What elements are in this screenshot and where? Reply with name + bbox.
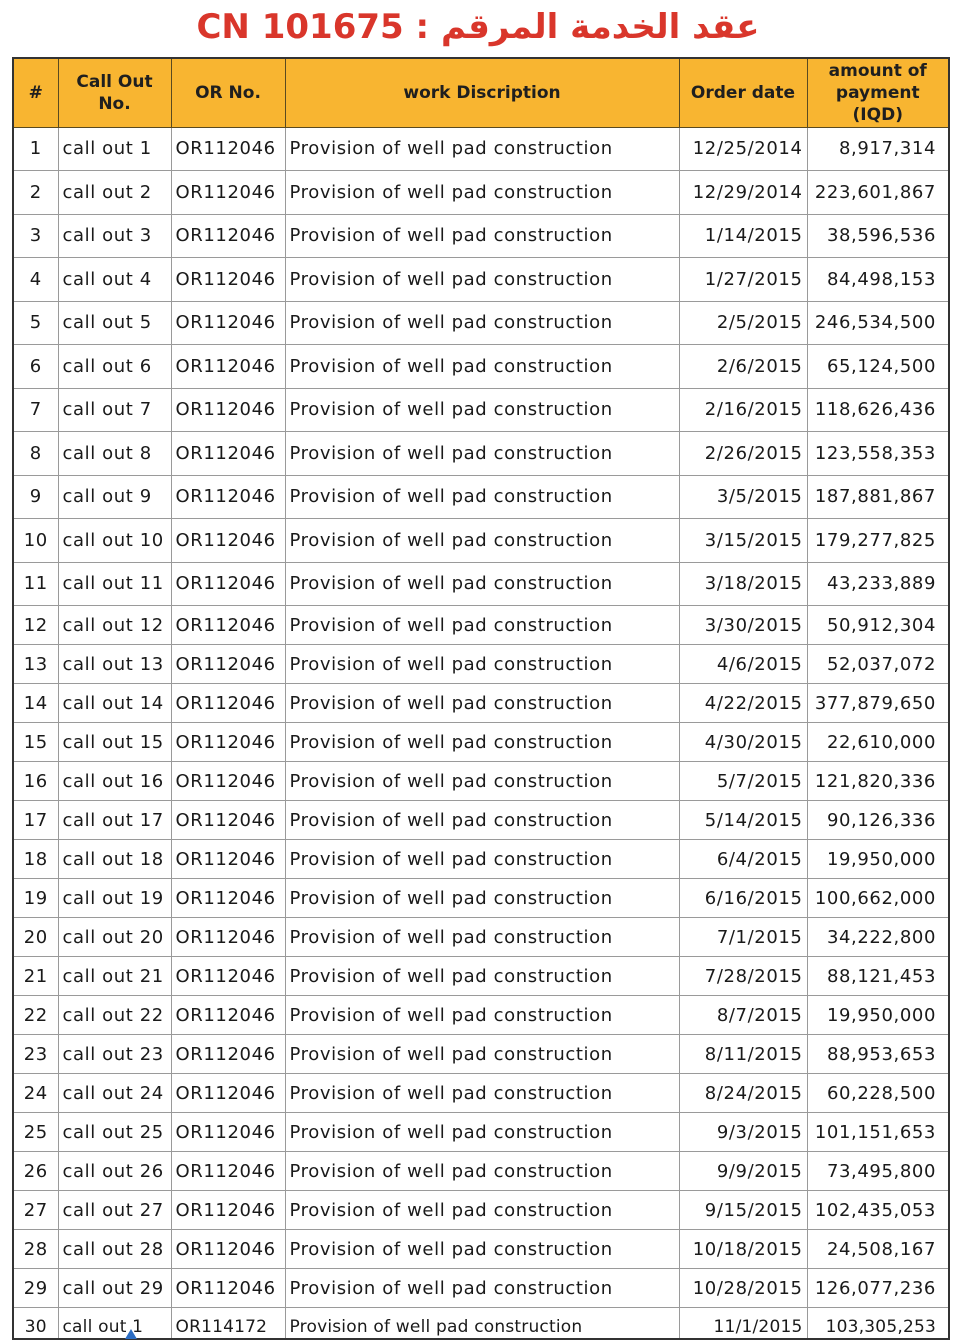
- order-date-cell: 2/6/2015: [679, 345, 807, 389]
- call-out-no-cell: call out 6: [58, 345, 171, 389]
- or-no-cell: OR112046: [171, 1113, 285, 1152]
- amount-of-payment-cell: 88,953,653: [807, 1035, 948, 1074]
- or-no-cell: OR112046: [171, 645, 285, 684]
- amount-of-payment-cell: 43,233,889: [807, 562, 948, 606]
- work-description-cell: Provision of well pad construction: [285, 1230, 679, 1269]
- or-no-cell: OR112046: [171, 1152, 285, 1191]
- call-out-no-cell: call out 1: [58, 1308, 171, 1341]
- table-row: [14, 432, 948, 476]
- or-no-cell: OR112046: [171, 258, 285, 302]
- order-date-cell: 2/5/2015: [679, 301, 807, 345]
- or-no-cell: OR112046: [171, 840, 285, 879]
- table-row: [14, 801, 948, 840]
- order-date-cell: 4/30/2015: [679, 723, 807, 762]
- order-date-cell: 4/22/2015: [679, 684, 807, 723]
- row-number-cell: 10: [14, 519, 58, 563]
- table-row: [14, 1152, 948, 1191]
- amount-of-payment-cell: 38,596,536: [807, 214, 948, 258]
- work-description-cell: Provision of well pad construction: [285, 127, 679, 171]
- order-date-cell: 1/14/2015: [679, 214, 807, 258]
- amount-of-payment-cell: 101,151,653: [807, 1113, 948, 1152]
- call-out-no-cell: call out 17: [58, 801, 171, 840]
- call-out-no-cell: call out 13: [58, 645, 171, 684]
- table-row: [14, 1230, 948, 1269]
- amount-of-payment-cell: 65,124,500: [807, 345, 948, 389]
- table-row: [14, 879, 948, 918]
- order-date-cell: 3/30/2015: [679, 606, 807, 645]
- or-no-cell: OR112046: [171, 879, 285, 918]
- row-number-cell: 23: [14, 1035, 58, 1074]
- work-description-cell: Provision of well pad construction: [285, 1074, 679, 1113]
- or-no-cell: OR112046: [171, 214, 285, 258]
- order-date-cell: 1/27/2015: [679, 258, 807, 302]
- call-out-table-container: [12, 57, 950, 1340]
- table-row: [14, 1269, 948, 1308]
- work-description-cell: Provision of well pad construction: [285, 1113, 679, 1152]
- row-number-cell: 28: [14, 1230, 58, 1269]
- table-row: [14, 1191, 948, 1230]
- page-title: CN 101675 : عقد الخدمة المرقم: [196, 7, 760, 47]
- row-number-cell: 18: [14, 840, 58, 879]
- order-date-cell: 3/15/2015: [679, 519, 807, 563]
- work-description-cell: Provision of well pad construction: [285, 1191, 679, 1230]
- order-date-cell: 10/18/2015: [679, 1230, 807, 1269]
- call-out-no-cell: call out 18: [58, 840, 171, 879]
- call-out-no-cell: call out 28: [58, 1230, 171, 1269]
- table-row: [14, 957, 948, 996]
- or-no-cell: OR112046: [171, 171, 285, 215]
- order-date-cell: 10/28/2015: [679, 1269, 807, 1308]
- row-number-cell: 26: [14, 1152, 58, 1191]
- work-description-cell: Provision of well pad construction: [285, 840, 679, 879]
- row-number-cell: 17: [14, 801, 58, 840]
- or-no-cell: OR112046: [171, 762, 285, 801]
- order-date-cell: 2/26/2015: [679, 432, 807, 476]
- amount-of-payment-cell: 22,610,000: [807, 723, 948, 762]
- table-row: [14, 645, 948, 684]
- amount-of-payment-cell: 103,305,253: [807, 1308, 948, 1341]
- work-description-cell: Provision of well pad construction: [285, 684, 679, 723]
- amount-of-payment-cell: 179,277,825: [807, 519, 948, 563]
- row-number-cell: 2: [14, 171, 58, 215]
- amount-of-payment-cell: 52,037,072: [807, 645, 948, 684]
- table-row: [14, 562, 948, 606]
- amount-of-payment-cell: 84,498,153: [807, 258, 948, 302]
- or-no-cell: OR112046: [171, 127, 285, 171]
- call-out-no-cell: call out 7: [58, 388, 171, 432]
- work-description-cell: Provision of well pad construction: [285, 1308, 679, 1341]
- row-number-cell: 29: [14, 1269, 58, 1308]
- row-number-cell: 8: [14, 432, 58, 476]
- table-row: [14, 1113, 948, 1152]
- or-no-cell: OR112046: [171, 562, 285, 606]
- call-out-no-cell: call out 27: [58, 1191, 171, 1230]
- work-description-cell: Provision of well pad construction: [285, 301, 679, 345]
- row-number-cell: 9: [14, 475, 58, 519]
- call-out-no-cell: call out 21: [58, 957, 171, 996]
- table-row: [14, 723, 948, 762]
- order-date-cell: 9/15/2015: [679, 1191, 807, 1230]
- table-row: [14, 519, 948, 563]
- amount-of-payment-cell: 123,558,353: [807, 432, 948, 476]
- order-date-cell: 8/11/2015: [679, 1035, 807, 1074]
- call-out-no-cell: call out 5: [58, 301, 171, 345]
- work-description-cell: Provision of well pad construction: [285, 214, 679, 258]
- order-date-cell: 8/7/2015: [679, 996, 807, 1035]
- table-row: [14, 127, 948, 171]
- row-number-cell: 30: [14, 1308, 58, 1341]
- row-number-cell: 1: [14, 127, 58, 171]
- table-row: [14, 762, 948, 801]
- order-date-cell: 9/3/2015: [679, 1113, 807, 1152]
- table-row: [14, 1035, 948, 1074]
- header-row: [14, 59, 948, 127]
- work-description-cell: Provision of well pad construction: [285, 1035, 679, 1074]
- row-number-cell: 3: [14, 214, 58, 258]
- or-no-cell: OR112046: [171, 1191, 285, 1230]
- row-number-cell: 14: [14, 684, 58, 723]
- table-row: [14, 388, 948, 432]
- table-header: [14, 59, 948, 127]
- work-description-cell: Provision of well pad construction: [285, 606, 679, 645]
- header-number: #: [14, 59, 58, 127]
- order-date-cell: 12/25/2014: [679, 127, 807, 171]
- row-number-cell: 15: [14, 723, 58, 762]
- order-date-cell: 2/16/2015: [679, 388, 807, 432]
- or-no-cell: OR112046: [171, 801, 285, 840]
- call-out-table: [14, 59, 948, 1340]
- amount-of-payment-cell: 34,222,800: [807, 918, 948, 957]
- amount-of-payment-cell: 118,626,436: [807, 388, 948, 432]
- work-description-cell: Provision of well pad construction: [285, 762, 679, 801]
- call-out-no-cell: call out 1: [58, 127, 171, 171]
- row-number-cell: 25: [14, 1113, 58, 1152]
- table-row: [14, 996, 948, 1035]
- table-row: [14, 1074, 948, 1113]
- work-description-cell: Provision of well pad construction: [285, 345, 679, 389]
- call-out-no-cell: call out 23: [58, 1035, 171, 1074]
- order-date-cell: 3/5/2015: [679, 475, 807, 519]
- or-no-cell: OR112046: [171, 723, 285, 762]
- call-out-no-cell: call out 11: [58, 562, 171, 606]
- or-no-cell: OR112046: [171, 1074, 285, 1113]
- header-call-out-no: Call Out No.: [58, 59, 171, 127]
- row-number-cell: 7: [14, 388, 58, 432]
- header-amount-of-payment: amount of payment (IQD): [807, 59, 948, 127]
- call-out-no-cell: call out 26: [58, 1152, 171, 1191]
- row-number-cell: 12: [14, 606, 58, 645]
- work-description-cell: Provision of well pad construction: [285, 519, 679, 563]
- table-row: [14, 171, 948, 215]
- row-number-cell: 20: [14, 918, 58, 957]
- work-description-cell: Provision of well pad construction: [285, 258, 679, 302]
- table-row: [14, 684, 948, 723]
- order-date-cell: 5/7/2015: [679, 762, 807, 801]
- order-date-cell: 11/1/2015: [679, 1308, 807, 1341]
- row-number-cell: 21: [14, 957, 58, 996]
- or-no-cell: OR112046: [171, 606, 285, 645]
- table-row: [14, 1308, 948, 1341]
- work-description-cell: Provision of well pad construction: [285, 562, 679, 606]
- amount-of-payment-cell: 24,508,167: [807, 1230, 948, 1269]
- amount-of-payment-cell: 223,601,867: [807, 171, 948, 215]
- call-out-no-cell: call out 24: [58, 1074, 171, 1113]
- call-out-no-cell: call out 9: [58, 475, 171, 519]
- work-description-cell: Provision of well pad construction: [285, 388, 679, 432]
- call-out-no-cell: call out 12: [58, 606, 171, 645]
- table-row: [14, 840, 948, 879]
- row-number-cell: 16: [14, 762, 58, 801]
- or-no-cell: OR112046: [171, 301, 285, 345]
- or-no-cell: OR112046: [171, 957, 285, 996]
- order-date-cell: 12/29/2014: [679, 171, 807, 215]
- or-no-cell: OR112046: [171, 1230, 285, 1269]
- table-row: [14, 475, 948, 519]
- call-out-no-cell: call out 20: [58, 918, 171, 957]
- row-number-cell: 22: [14, 996, 58, 1035]
- call-out-no-cell: call out 10: [58, 519, 171, 563]
- call-out-no-cell: call out 4: [58, 258, 171, 302]
- amount-of-payment-cell: 126,077,236: [807, 1269, 948, 1308]
- call-out-no-cell: call out 8: [58, 432, 171, 476]
- call-out-no-cell: call out 14: [58, 684, 171, 723]
- table-row: [14, 345, 948, 389]
- order-date-cell: 4/6/2015: [679, 645, 807, 684]
- amount-of-payment-cell: 187,881,867: [807, 475, 948, 519]
- work-description-cell: Provision of well pad construction: [285, 918, 679, 957]
- amount-of-payment-cell: 88,121,453: [807, 957, 948, 996]
- row-number-cell: 5: [14, 301, 58, 345]
- cursor-marker-icon: [125, 1329, 137, 1339]
- order-date-cell: 8/24/2015: [679, 1074, 807, 1113]
- amount-of-payment-cell: 19,950,000: [807, 840, 948, 879]
- table-row: [14, 606, 948, 645]
- work-description-cell: Provision of well pad construction: [285, 645, 679, 684]
- work-description-cell: Provision of well pad construction: [285, 957, 679, 996]
- table-row: [14, 918, 948, 957]
- header-work-description: work Discription: [285, 59, 679, 127]
- call-out-no-cell: call out 29: [58, 1269, 171, 1308]
- table-body: [14, 127, 948, 1340]
- call-out-no-cell: call out 16: [58, 762, 171, 801]
- or-no-cell: OR112046: [171, 1269, 285, 1308]
- or-no-cell: OR112046: [171, 684, 285, 723]
- or-no-cell: OR112046: [171, 475, 285, 519]
- amount-of-payment-cell: 60,228,500: [807, 1074, 948, 1113]
- work-description-cell: Provision of well pad construction: [285, 1152, 679, 1191]
- amount-of-payment-cell: 90,126,336: [807, 801, 948, 840]
- call-out-no-cell: call out 19: [58, 879, 171, 918]
- work-description-cell: Provision of well pad construction: [285, 1269, 679, 1308]
- call-out-no-cell: call out 3: [58, 214, 171, 258]
- or-no-cell: OR112046: [171, 1035, 285, 1074]
- row-number-cell: 6: [14, 345, 58, 389]
- work-description-cell: Provision of well pad construction: [285, 801, 679, 840]
- order-date-cell: 5/14/2015: [679, 801, 807, 840]
- amount-of-payment-cell: 8,917,314: [807, 127, 948, 171]
- amount-of-payment-cell: 377,879,650: [807, 684, 948, 723]
- call-out-no-cell: call out 25: [58, 1113, 171, 1152]
- order-date-cell: 6/4/2015: [679, 840, 807, 879]
- or-no-cell: OR112046: [171, 432, 285, 476]
- order-date-cell: 7/1/2015: [679, 918, 807, 957]
- or-no-cell: OR112046: [171, 388, 285, 432]
- header-order-date: Order date: [679, 59, 807, 127]
- row-number-cell: 13: [14, 645, 58, 684]
- amount-of-payment-cell: 73,495,800: [807, 1152, 948, 1191]
- amount-of-payment-cell: 121,820,336: [807, 762, 948, 801]
- work-description-cell: Provision of well pad construction: [285, 723, 679, 762]
- order-date-cell: 7/28/2015: [679, 957, 807, 996]
- amount-of-payment-cell: 100,662,000: [807, 879, 948, 918]
- call-out-no-cell: call out 22: [58, 996, 171, 1035]
- row-number-cell: 24: [14, 1074, 58, 1113]
- amount-of-payment-cell: 50,912,304: [807, 606, 948, 645]
- table-row: [14, 301, 948, 345]
- work-description-cell: Provision of well pad construction: [285, 432, 679, 476]
- work-description-cell: Provision of well pad construction: [285, 996, 679, 1035]
- order-date-cell: 6/16/2015: [679, 879, 807, 918]
- order-date-cell: 3/18/2015: [679, 562, 807, 606]
- amount-of-payment-cell: 246,534,500: [807, 301, 948, 345]
- call-out-no-cell: call out 2: [58, 171, 171, 215]
- work-description-cell: Provision of well pad construction: [285, 475, 679, 519]
- or-no-cell: OR112046: [171, 519, 285, 563]
- table-row: [14, 258, 948, 302]
- or-no-cell: OR112046: [171, 345, 285, 389]
- work-description-cell: Provision of well pad construction: [285, 879, 679, 918]
- work-description-cell: Provision of well pad construction: [285, 171, 679, 215]
- row-number-cell: 19: [14, 879, 58, 918]
- row-number-cell: 27: [14, 1191, 58, 1230]
- row-number-cell: 11: [14, 562, 58, 606]
- or-no-cell: OR112046: [171, 918, 285, 957]
- row-number-cell: 4: [14, 258, 58, 302]
- amount-of-payment-cell: 19,950,000: [807, 996, 948, 1035]
- or-no-cell: OR112046: [171, 996, 285, 1035]
- call-out-no-cell: call out 15: [58, 723, 171, 762]
- or-no-cell: OR114172: [171, 1308, 285, 1341]
- order-date-cell: 9/9/2015: [679, 1152, 807, 1191]
- table-row: [14, 214, 948, 258]
- header-or-no: OR No.: [171, 59, 285, 127]
- amount-of-payment-cell: 102,435,053: [807, 1191, 948, 1230]
